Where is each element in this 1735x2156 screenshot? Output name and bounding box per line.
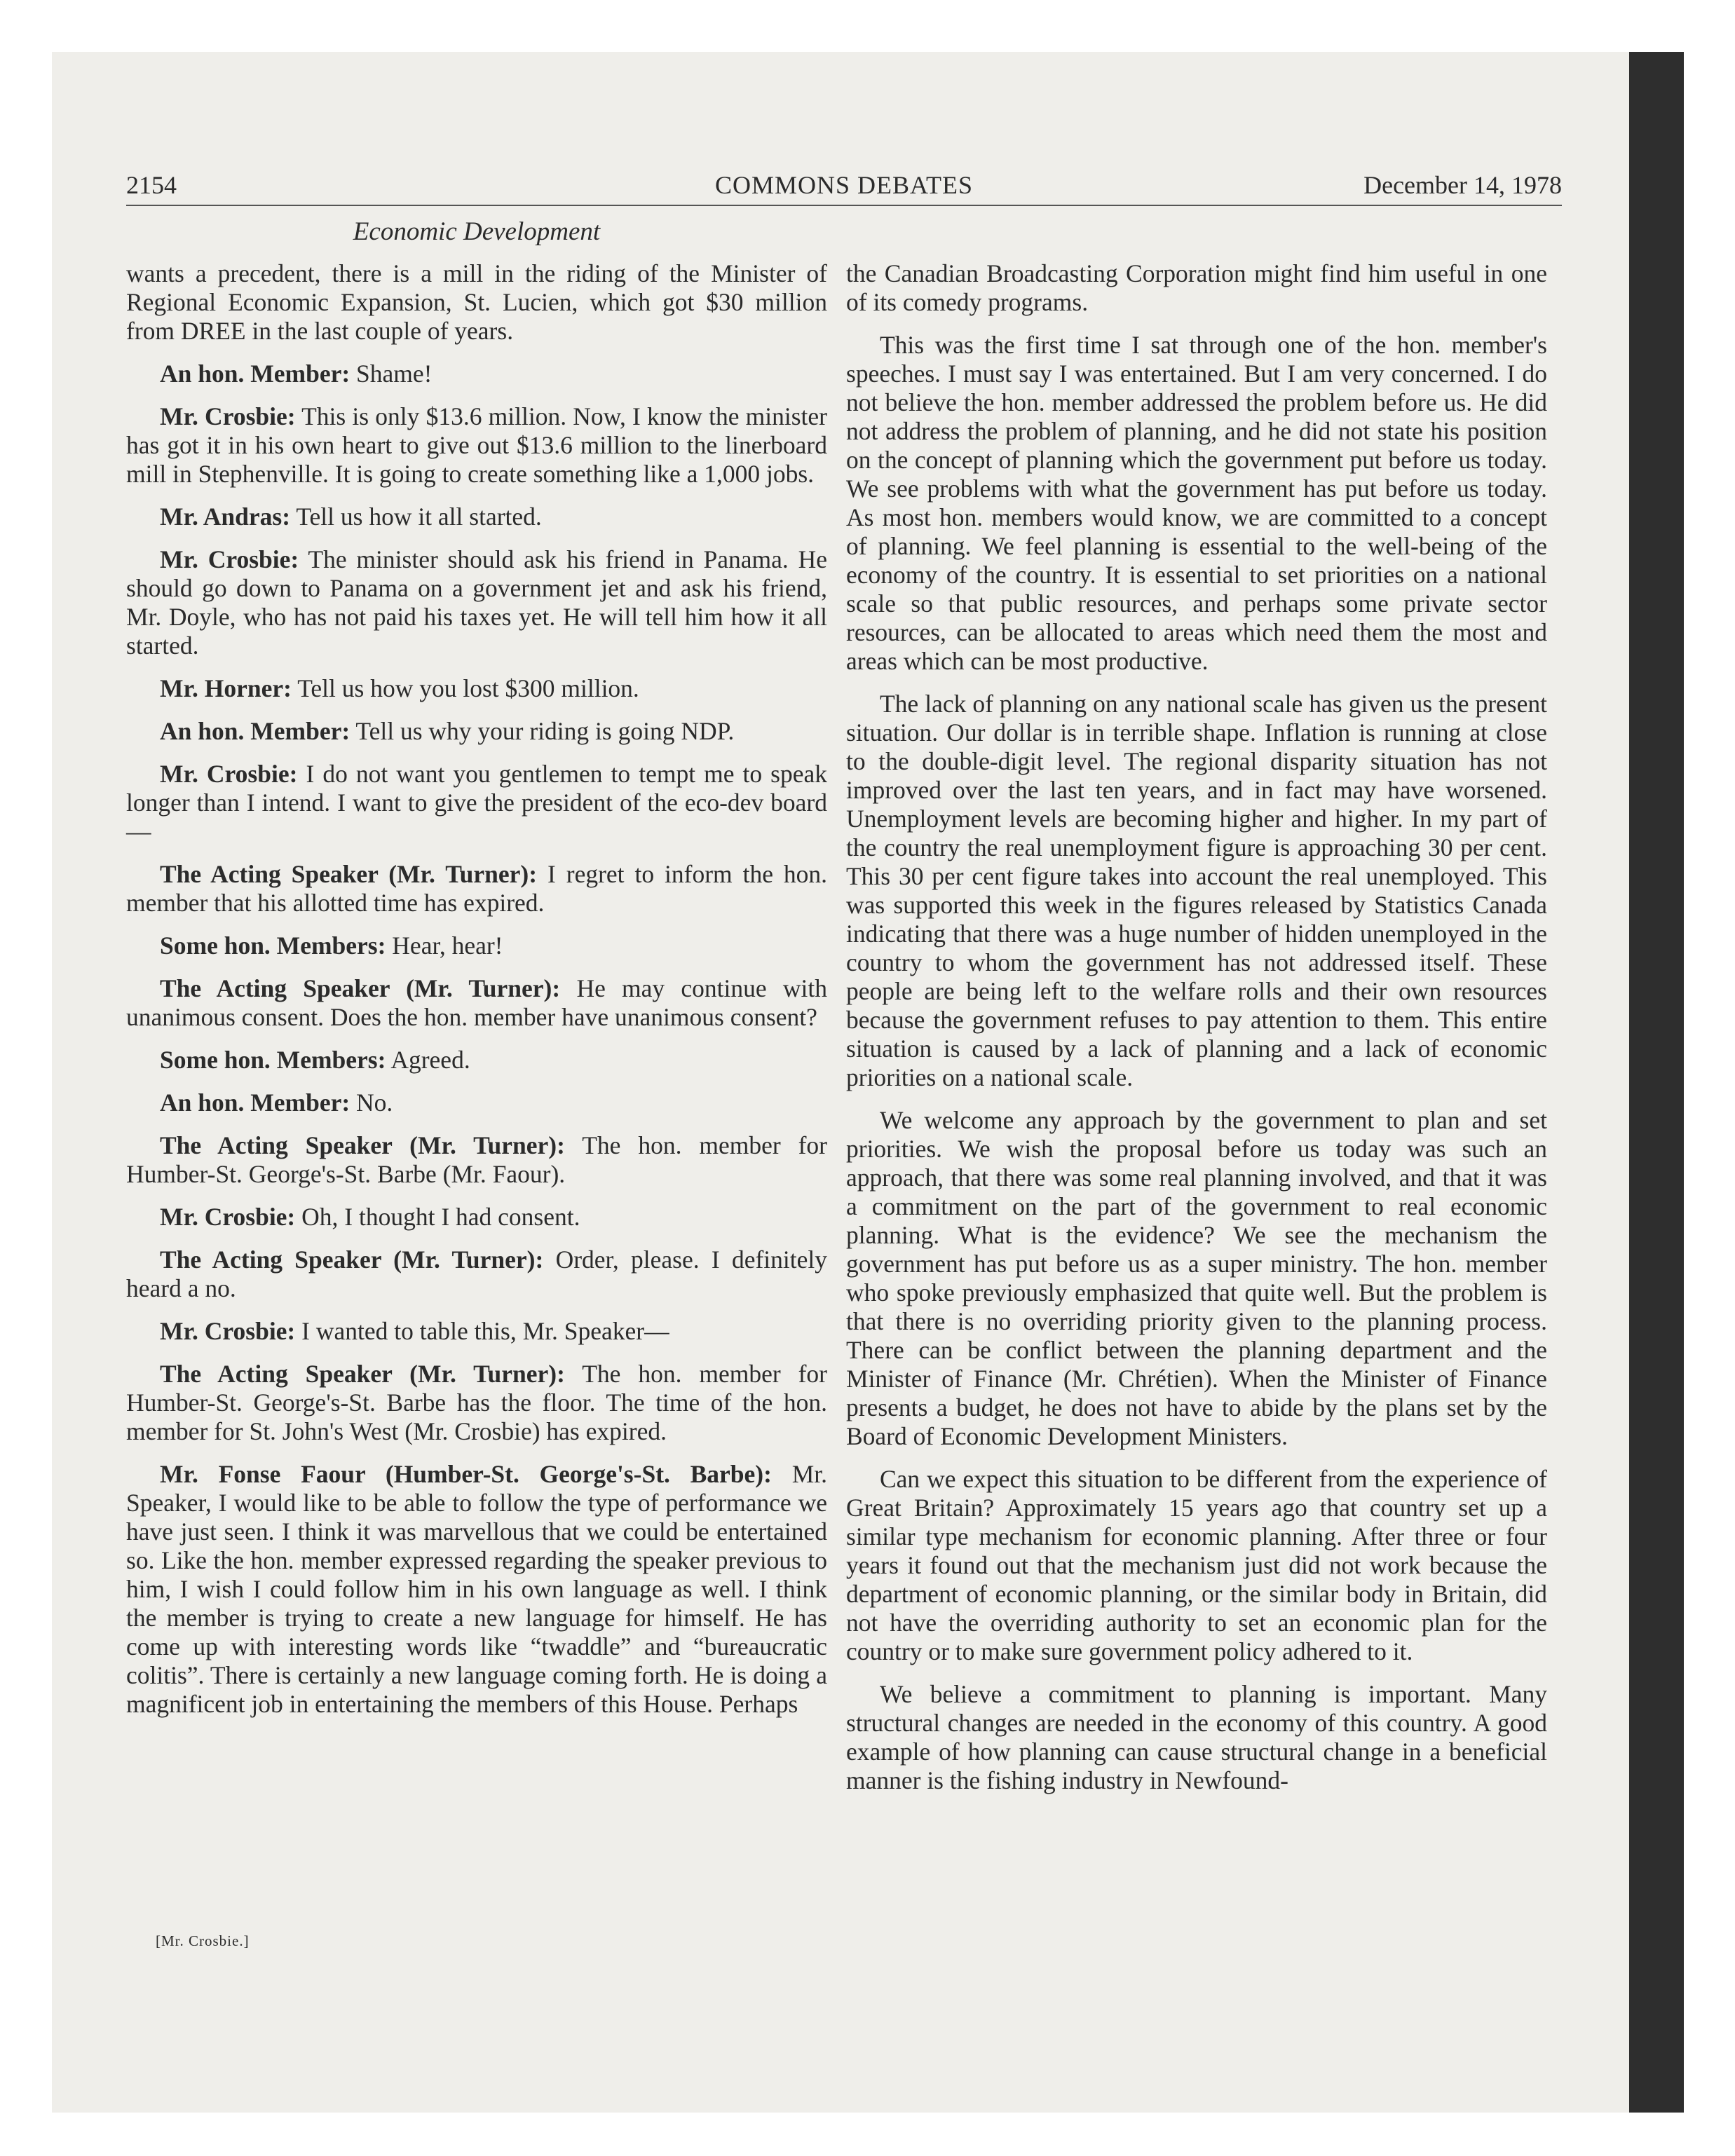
speech-text: The minister should ask his friend in Panama. He should go down to Panama on a government jet and ask his friend, Mr. Doyle, who has not paid his taxes yet. He will tell him how it all started. [126, 545, 827, 660]
speaker-name: The Acting Speaker (Mr. Turner): [160, 1246, 544, 1274]
speech-paragraph [126, 1360, 827, 1446]
speaker-name: Mr. Crosbie: [160, 545, 299, 573]
paragraph-text: Can we expect this situation to be different from the experience of Great Britain? Approximately 15 years ago that country set up a similar type mechanism for economic planning. After three or four years it found out that the mechanism just did not work because the department of economic planning, or the similar body in Britain, did not have the overriding authority to set an economic plan for the country or to make sure government policy adhered to it. [846, 1465, 1547, 1665]
speaker-name: Mr. Crosbie: [160, 760, 298, 788]
speaker-name: Some hon. Members: [160, 1046, 386, 1074]
header-rule [126, 205, 1562, 206]
speaker-name: Mr. Horner: [160, 674, 292, 702]
speech-text: I regret to inform the hon. member that his allotted time has expired. [126, 860, 828, 917]
paragraph [126, 259, 827, 346]
speech-paragraph [126, 1317, 827, 1346]
speech-paragraph [126, 1131, 827, 1189]
speech-paragraph [126, 1203, 827, 1231]
speech-text: The hon. member for Humber-St. George's-St. Barbe has the floor. The time of the hon. member for St. John's West (Mr. Crosbie) has expired. [126, 1360, 828, 1445]
speaker-name: The Acting Speaker (Mr. Turner): [160, 1131, 565, 1159]
speech-paragraph [126, 503, 827, 531]
speaker-continuation-marker: [Mr. Crosbie.] [156, 1932, 250, 1949]
paragraph [846, 259, 1547, 317]
speech-text: Hear, hear! [392, 932, 503, 960]
page-header [126, 167, 1562, 203]
speaker-name: The Acting Speaker (Mr. Turner): [160, 1360, 565, 1388]
speaker-name: An hon. Member: [160, 717, 351, 745]
paragraph [846, 1465, 1547, 1666]
header-date: December 14, 1978 [1363, 171, 1562, 199]
speech-paragraph [126, 1089, 827, 1117]
speech-paragraph [126, 1246, 827, 1303]
speaker-name: The Acting Speaker (Mr. Turner): [160, 974, 561, 1002]
speech-paragraph [126, 545, 827, 660]
speech-text: Mr. Speaker, I would like to be able to follow the type of performance we have just seen. I think it was marvellous that we could be entertained so. Like the hon. member expressed regarding the speaker previous to him, I wish I could follow him in his own language as well. I think the member is trying to create a new language for himself. He has come up with interesting words like “twaddle” and “bureaucratic colitis”. There is certainly a new language coming forth. He is doing a magnificent job in entertaining the members of this House. Perhaps [126, 1460, 827, 1718]
speech-text: I wanted to table this, Mr. Speaker— [301, 1317, 669, 1345]
speech-paragraph [126, 860, 827, 917]
paragraph-text: The lack of planning on any national scale has given us the present situation. Our dollar is in terrible shape. Inflation is running at close to the double-digit level. The regional disparity situation has not improved over the last ten years, and in fact may have worsened. Unemployment levels are becoming higher and higher. In my part of the country the real unemployment figure is approaching 30 per cent. This 30 per cent figure takes into account the real unemployed. This was supported this week in the figures released by Statistics Canada indicating that there was a huge number of hidden unemployed in the country to whom the government has not addressed itself. These people are being left to the welfare rolls and their own resources because the government refuses to pay attention to them. This entire situation is caused by a lack of planning and a lack of economic priorities on a national scale. [846, 690, 1547, 1091]
speech-paragraph [126, 1460, 827, 1719]
paragraph-text: the Canadian Broadcasting Corporation might find him useful in one of its comedy programs. [846, 259, 1547, 316]
speech-text: No. [356, 1089, 393, 1117]
speaker-name: The Acting Speaker (Mr. Turner): [160, 860, 538, 888]
speech-paragraph [126, 760, 827, 846]
section-title: Economic Development [353, 217, 601, 246]
speech-paragraph [126, 360, 827, 388]
right-column [846, 259, 1547, 1809]
scan-edge-shadow [1629, 52, 1684, 2113]
speech-text: Oh, I thought I had consent. [301, 1203, 580, 1231]
speech-text: He may continue with unanimous consent. Does the hon. member have unanimous consent? [126, 974, 827, 1031]
speech-text: Tell us how it all started. [296, 503, 542, 531]
speaker-name: An hon. Member: [160, 360, 351, 388]
paragraph [846, 1680, 1547, 1795]
speaker-name: An hon. Member: [160, 1089, 351, 1117]
speaker-name: Mr. Crosbie: [160, 1203, 296, 1231]
left-column [126, 259, 827, 1733]
paragraph-text: This was the first time I sat through one of the hon. member's speeches. I must say I was entertained. But I am very concerned. I do not believe the hon. member addressed the problem before us. He did not address the problem of planning, and he did not state his position on the concept of planning which the government put before us today. We see problems with what the government has put before us today. As most hon. members would know, we are committed to a concept of planning. We feel planning is essential to the well-being of the economy of the country. It is essential to set priorities on a national scale so that public resources, and perhaps some private sector resources, can be allocated to areas which need them the most and areas which can be most productive. [846, 331, 1547, 675]
speech-text: Agreed. [390, 1046, 470, 1074]
speaker-name: Mr. Crosbie: [160, 402, 296, 430]
paragraph-text: We believe a commitment to planning is important. Many structural changes are needed in the economy of this country. A good example of how planning can cause structural change in a beneficial manner is the fishing industry in Newfound- [846, 1680, 1547, 1794]
speaker-name: Mr. Andras: [160, 503, 291, 531]
paragraph [846, 331, 1547, 676]
speaker-name: Some hon. Members: [160, 932, 386, 960]
speech-text: Order, please. I definitely heard a no. [126, 1246, 827, 1302]
speech-paragraph [126, 402, 827, 489]
speech-paragraph [126, 932, 827, 960]
speech-text: Tell us how you lost $300 million. [297, 674, 639, 702]
paragraph-text: We welcome any approach by the government to plan and set priorities. We wish the proposal before us today was such an approach, that there was some real planning involved, and that it was a commitment on the part of the government to real economic planning. What is the evidence? We see the mechanism the government has put before us as a super ministry. The hon. member who spoke previously emphasized that quite well. But the problem is that there is no overriding priority given to the planning process. There can be conflict between the planning department and the Minister of Finance (Mr. Chrétien). When the Minister of Finance presents a budget, he does not have to abide by the plans set by the Board of Economic Development Ministers. [846, 1106, 1547, 1450]
speaker-name: Mr. Crosbie: [160, 1317, 296, 1345]
speech-paragraph [126, 1046, 827, 1074]
speech-text: Shame! [356, 360, 433, 388]
page-number: 2154 [126, 171, 177, 199]
paragraph [846, 1106, 1547, 1451]
publication-title: COMMONS DEBATES [714, 171, 974, 199]
speech-text: Tell us why your riding is going NDP. [355, 717, 735, 745]
speech-paragraph [126, 974, 827, 1032]
speech-paragraph [126, 674, 827, 703]
speech-paragraph [126, 717, 827, 746]
speech-text: I do not want you gentlemen to tempt me to speak longer than I intend. I want to give the president of the eco-dev board— [126, 760, 827, 845]
speaker-name: Mr. Fonse Faour (Humber-St. George's-St. Barbe): [160, 1460, 772, 1488]
paragraph [846, 690, 1547, 1092]
paragraph-text: wants a precedent, there is a mill in the riding of the Minister of Regional Economic Expansion, St. Lucien, which got $30 million from DREE in the last couple of years. [126, 259, 827, 345]
speech-text: This is only $13.6 million. Now, I know the minister has got it in his own heart to give out $13.6 million to the linerboard mill in Stephenville. It is going to create something like a 1,000 jobs. [126, 402, 827, 488]
speech-text: The hon. member for Humber-St. George's-St. Barbe (Mr. Faour). [126, 1131, 828, 1188]
